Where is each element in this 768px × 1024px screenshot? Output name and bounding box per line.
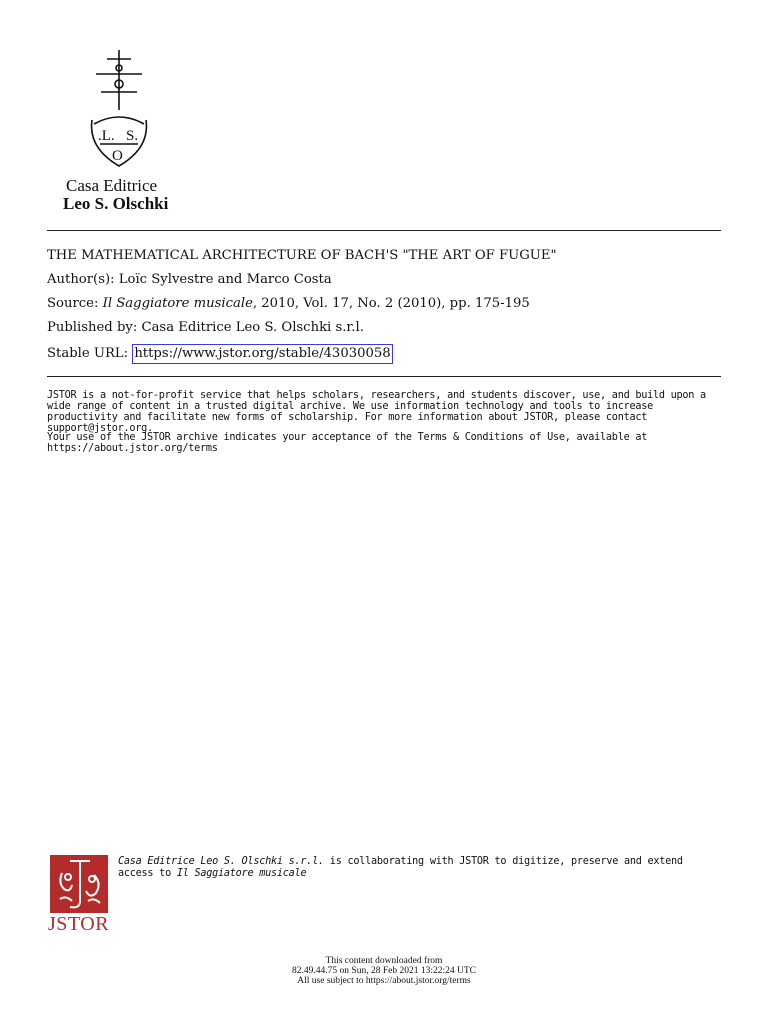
article-source: [47, 296, 530, 311]
top-divider: [47, 230, 721, 231]
collab-journal: Il Saggiatore musicale: [176, 868, 307, 879]
stable-url-link[interactable]: https://www.jstor.org/stable/43030058: [132, 344, 392, 364]
article-title: THE MATHEMATICAL ARCHITECTURE OF BACH'S "THE ART OF FUGUE": [47, 248, 557, 263]
jstor-wordmark: JSTOR: [48, 913, 110, 935]
collab-publisher: Casa Editrice Leo S. Olschki s.r.l.: [118, 856, 324, 867]
jstor-emblem-icon: [50, 855, 108, 913]
middle-divider: [47, 376, 721, 377]
authors-label: Author(s):: [47, 272, 115, 287]
svg-text:S.: S.: [126, 128, 139, 144]
svg-text:.L.: .L.: [98, 128, 115, 144]
cross-seal-icon: [74, 48, 164, 173]
terms-notice-paragraph: Your use of the JSTOR archive indicates your acceptance of the Terms & Conditions of Use, available at https://about.jstor.org/terms: [47, 432, 648, 454]
footer-line1: This content downloaded from: [325, 956, 443, 966]
publisher-logo-line1: Casa Editrice: [66, 176, 158, 195]
collaboration-statement: [118, 856, 718, 880]
jstor-notice-paragraph: JSTOR is a not-for-profit service that helps scholars, researchers, and students discover, use, and build upon a wide range of content in a trusted digital archive. We use information technology and tools to increase productivity and facilitate new forms of scholarship. For more information about JSTOR, please contact support@jstor.org.: [47, 390, 706, 434]
publisher-logo-line2: Leo S. Olschki: [63, 194, 169, 213]
source-details: , 2010, Vol. 17, No. 2 (2010), pp. 175-195: [252, 296, 530, 311]
collab-text: is collaborating with JSTOR to digitize, preserve and extend access to: [118, 856, 683, 879]
stable-url-row: [47, 346, 393, 361]
publisher-logo: [58, 48, 178, 213]
jstor-logo: [48, 853, 112, 935]
footer-line2: 82.49.44.75 on Sun, 28 Feb 2021 13:22:24 UTC: [292, 966, 476, 976]
source-journal: Il Saggiatore musicale: [102, 296, 253, 311]
svg-text:O: O: [112, 148, 123, 164]
authors-value: Loïc Sylvestre and Marco Costa: [118, 272, 332, 287]
stable-url-label: Stable URL:: [47, 346, 129, 361]
published-label: Published by:: [47, 320, 138, 335]
footer-line3: All use subject to https://about.jstor.org/terms: [297, 976, 471, 986]
source-label: Source:: [47, 296, 99, 311]
publisher-value: Casa Editrice Leo S. Olschki s.r.l.: [141, 320, 364, 335]
article-publisher: [47, 320, 364, 335]
article-authors: [47, 272, 332, 287]
